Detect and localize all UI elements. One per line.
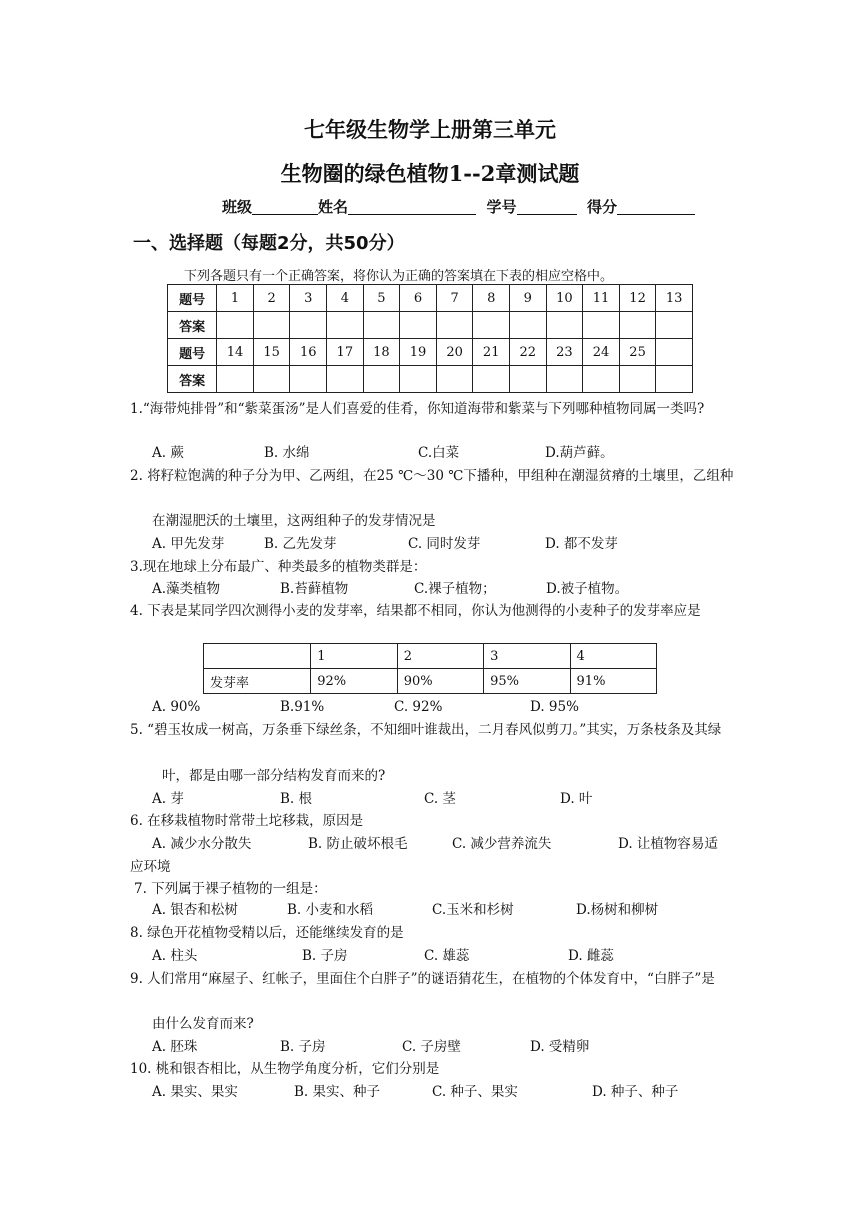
table-cell: 25 — [619, 339, 656, 366]
option-b[interactable]: B. 乙先发芽 — [264, 536, 337, 552]
option-b[interactable]: B. 小麦和水稻 — [287, 902, 374, 918]
option-b[interactable]: B. 水绵 — [264, 445, 310, 461]
answer-cell[interactable] — [656, 366, 693, 393]
option-c[interactable]: C. 茎 — [424, 791, 456, 807]
answer-cell[interactable] — [400, 366, 437, 393]
class-label: 班级 — [222, 198, 253, 216]
question-10: 10. 桃和银杏相比，从生物学角度分析，它们分别是 — [130, 1061, 440, 1077]
answer-cell[interactable] — [400, 312, 437, 339]
option-c[interactable]: C. 雄蕊 — [424, 948, 470, 964]
table-cell: 1 — [311, 644, 397, 669]
question-9-continuation: 由什么发育而来? — [152, 1016, 254, 1032]
option-d[interactable]: D. 让植物容易适 — [618, 836, 718, 852]
option-c[interactable]: C. 92% — [394, 699, 443, 715]
table-cell: 4 — [570, 644, 656, 669]
option-c[interactable]: C.玉米和杉树 — [432, 902, 514, 918]
answer-cell[interactable] — [583, 366, 620, 393]
table-cell: 91% — [570, 669, 656, 694]
answer-cell[interactable] — [546, 366, 583, 393]
table-cell: 16 — [290, 339, 327, 366]
section-title: 一、选择题（每题2分，共50分） — [133, 233, 405, 254]
option-b[interactable]: B.91% — [280, 699, 325, 715]
table-cell: 11 — [583, 285, 620, 312]
question-5-continuation: 叶，都是由哪一部分结构发育而来的? — [162, 768, 386, 784]
score-label: 得分 — [586, 198, 617, 216]
table-cell: 发芽率 — [204, 669, 311, 694]
row-label: 答案 — [168, 366, 217, 393]
answer-cell[interactable] — [290, 366, 327, 393]
option-c[interactable]: C.裸子植物； — [414, 581, 496, 597]
table-cell: 90% — [397, 669, 483, 694]
table-cell: 24 — [583, 339, 620, 366]
number-blank[interactable] — [517, 198, 577, 215]
row-label: 题号 — [168, 285, 217, 312]
option-a[interactable]: A. 芽 — [152, 791, 184, 807]
table-cell: 6 — [400, 285, 437, 312]
question-7: 7. 下列属于裸子植物的一组是： — [134, 881, 327, 897]
table-cell: 5 — [363, 285, 400, 312]
option-b[interactable]: B. 果实、种子 — [294, 1084, 381, 1100]
table-row — [204, 669, 657, 694]
section-instruction: 下列各题只有一个正确答案，将你认为正确的答案填在下表的相应空格中。 — [184, 269, 614, 284]
option-c[interactable]: C. 同时发芽 — [408, 536, 481, 552]
table-cell: 4 — [327, 285, 364, 312]
answer-cell[interactable] — [546, 312, 583, 339]
table-cell: 21 — [473, 339, 510, 366]
question-6-continuation: 应环境 — [130, 859, 171, 875]
answer-cell[interactable] — [473, 312, 510, 339]
option-c[interactable]: C.白菜 — [418, 445, 460, 461]
row-label: 答案 — [168, 312, 217, 339]
table-cell: 92% — [311, 669, 397, 694]
option-d[interactable]: D.杨树和柳树 — [576, 902, 659, 918]
answer-cell[interactable] — [253, 366, 290, 393]
option-c[interactable]: C. 减少营养流失 — [452, 836, 552, 852]
answer-cell[interactable] — [619, 366, 656, 393]
table-row — [204, 644, 657, 669]
option-a[interactable]: A. 银杏和松树 — [152, 902, 238, 918]
table-row — [168, 366, 693, 393]
option-a[interactable]: A.藻类植物 — [152, 581, 221, 597]
number-label: 学号 — [486, 198, 517, 216]
option-b[interactable]: B. 子房 — [302, 948, 348, 964]
table-cell: 2 — [397, 644, 483, 669]
option-d[interactable]: D. 雌蕊 — [568, 948, 614, 964]
answer-cell[interactable] — [327, 312, 364, 339]
answer-cell[interactable] — [583, 312, 620, 339]
table-row — [168, 312, 693, 339]
table-cell: 3 — [290, 285, 327, 312]
question-3: 3.现在地球上分布最广、种类最多的植物类群是： — [130, 559, 427, 575]
table-cell: 14 — [217, 339, 254, 366]
option-a[interactable]: A. 减少水分散失 — [152, 836, 252, 852]
table-cell: 2 — [253, 285, 290, 312]
answer-cell[interactable] — [510, 366, 547, 393]
option-b[interactable]: B.苔藓植物 — [280, 581, 349, 597]
table-cell: 7 — [436, 285, 473, 312]
option-b[interactable]: B. 根 — [280, 791, 313, 807]
answer-cell[interactable] — [436, 366, 473, 393]
option-d[interactable]: D. 都不发芽 — [545, 536, 618, 552]
option-a[interactable]: A. 柱头 — [152, 948, 198, 964]
option-b[interactable]: B. 子房 — [280, 1039, 326, 1055]
score-blank[interactable] — [617, 198, 695, 215]
question-8: 8. 绿色开花植物受精以后，还能继续发育的是 — [130, 925, 404, 941]
table-cell: 8 — [473, 285, 510, 312]
question-1: 1.“海带炖排骨”和“紫菜蛋汤”是人们喜爱的佳肴，你知道海带和紫菜与下列哪种植物同属一类吗? — [130, 401, 705, 417]
option-d[interactable]: D. 受精卵 — [530, 1039, 590, 1055]
name-label: 姓名 — [318, 198, 349, 216]
option-d[interactable]: D.被子植物。 — [546, 581, 629, 597]
student-info-line — [222, 196, 695, 217]
answer-cell[interactable] — [253, 312, 290, 339]
table-cell: 20 — [436, 339, 473, 366]
answer-cell[interactable] — [363, 366, 400, 393]
table-cell: 95% — [484, 669, 570, 694]
table-cell: 18 — [363, 339, 400, 366]
question-5: 5. “碧玉妆成一树高，万条垂下绿丝条，不知细叶谁裁出，二月春风似剪刀。”其实，万条枝条及其绿 — [130, 722, 722, 738]
answer-cell[interactable] — [656, 312, 693, 339]
answer-cell[interactable] — [327, 366, 364, 393]
table-cell: 22 — [510, 339, 547, 366]
option-a[interactable]: A. 甲先发芽 — [152, 536, 225, 552]
table-cell: 17 — [327, 339, 364, 366]
option-a[interactable]: A. 果实、果实 — [152, 1084, 238, 1100]
option-a[interactable]: A. 胚珠 — [152, 1039, 198, 1055]
table-cell: 3 — [484, 644, 570, 669]
class-blank[interactable] — [252, 198, 318, 215]
question-4: 4. 下表是某同学四次测得小麦的发芽率，结果都不相同，你认为他测得的小麦种子的发芽率应是 — [130, 603, 701, 619]
name-blank[interactable] — [348, 198, 476, 215]
answer-table — [167, 284, 693, 393]
option-d[interactable]: D. 95% — [530, 699, 579, 715]
question-2: 2. 将籽粒饱满的种子分为甲、乙两组，在25 ℃～30 ℃下播种，甲组种在潮湿贫瘠的土壤里，乙组种 — [130, 468, 734, 484]
table-cell: 9 — [510, 285, 547, 312]
table-cell — [204, 644, 311, 669]
table-cell: 19 — [400, 339, 437, 366]
table-cell — [656, 339, 693, 366]
answer-cell[interactable] — [473, 366, 510, 393]
title-sub: 生物圈的绿色植物1--2章测试题 — [280, 161, 580, 186]
option-d[interactable]: D. 种子、种子 — [592, 1084, 679, 1100]
row-label: 题号 — [168, 339, 217, 366]
answer-cell[interactable] — [290, 312, 327, 339]
answer-cell[interactable] — [217, 366, 254, 393]
table-cell: 1 — [217, 285, 254, 312]
question-2-continuation: 在潮湿肥沃的土壤里，这两组种子的发芽情况是 — [152, 513, 436, 529]
title-main: 七年级生物学上册第三单元 — [304, 117, 556, 142]
table-cell: 12 — [619, 285, 656, 312]
option-a[interactable]: A. 蕨 — [152, 445, 184, 461]
option-d[interactable]: D.葫芦藓。 — [545, 445, 614, 461]
table-row — [168, 285, 693, 312]
answer-cell[interactable] — [436, 312, 473, 339]
option-c[interactable]: C. 种子、果实 — [432, 1084, 518, 1100]
answer-cell[interactable] — [619, 312, 656, 339]
question-6: 6. 在移栽植物时常带土坨移栽，原因是 — [130, 813, 364, 829]
question-9: 9. 人们常用“麻屋子、红帐子，里面住个白胖子”的谜语猜花生，在植物的个体发育中，“白胖子”是 — [130, 971, 715, 987]
table-row — [168, 339, 693, 366]
table-cell: 23 — [546, 339, 583, 366]
answer-cell[interactable] — [217, 312, 254, 339]
table-cell: 13 — [656, 285, 693, 312]
option-b[interactable]: B. 防止破坏根毛 — [308, 836, 408, 852]
option-c[interactable]: C. 子房壁 — [402, 1039, 461, 1055]
germination-table — [203, 643, 657, 694]
option-a[interactable]: A. 90% — [152, 699, 201, 715]
option-d[interactable]: D. 叶 — [560, 791, 593, 807]
answer-cell[interactable] — [510, 312, 547, 339]
answer-cell[interactable] — [363, 312, 400, 339]
table-cell: 10 — [546, 285, 583, 312]
table-cell: 15 — [253, 339, 290, 366]
